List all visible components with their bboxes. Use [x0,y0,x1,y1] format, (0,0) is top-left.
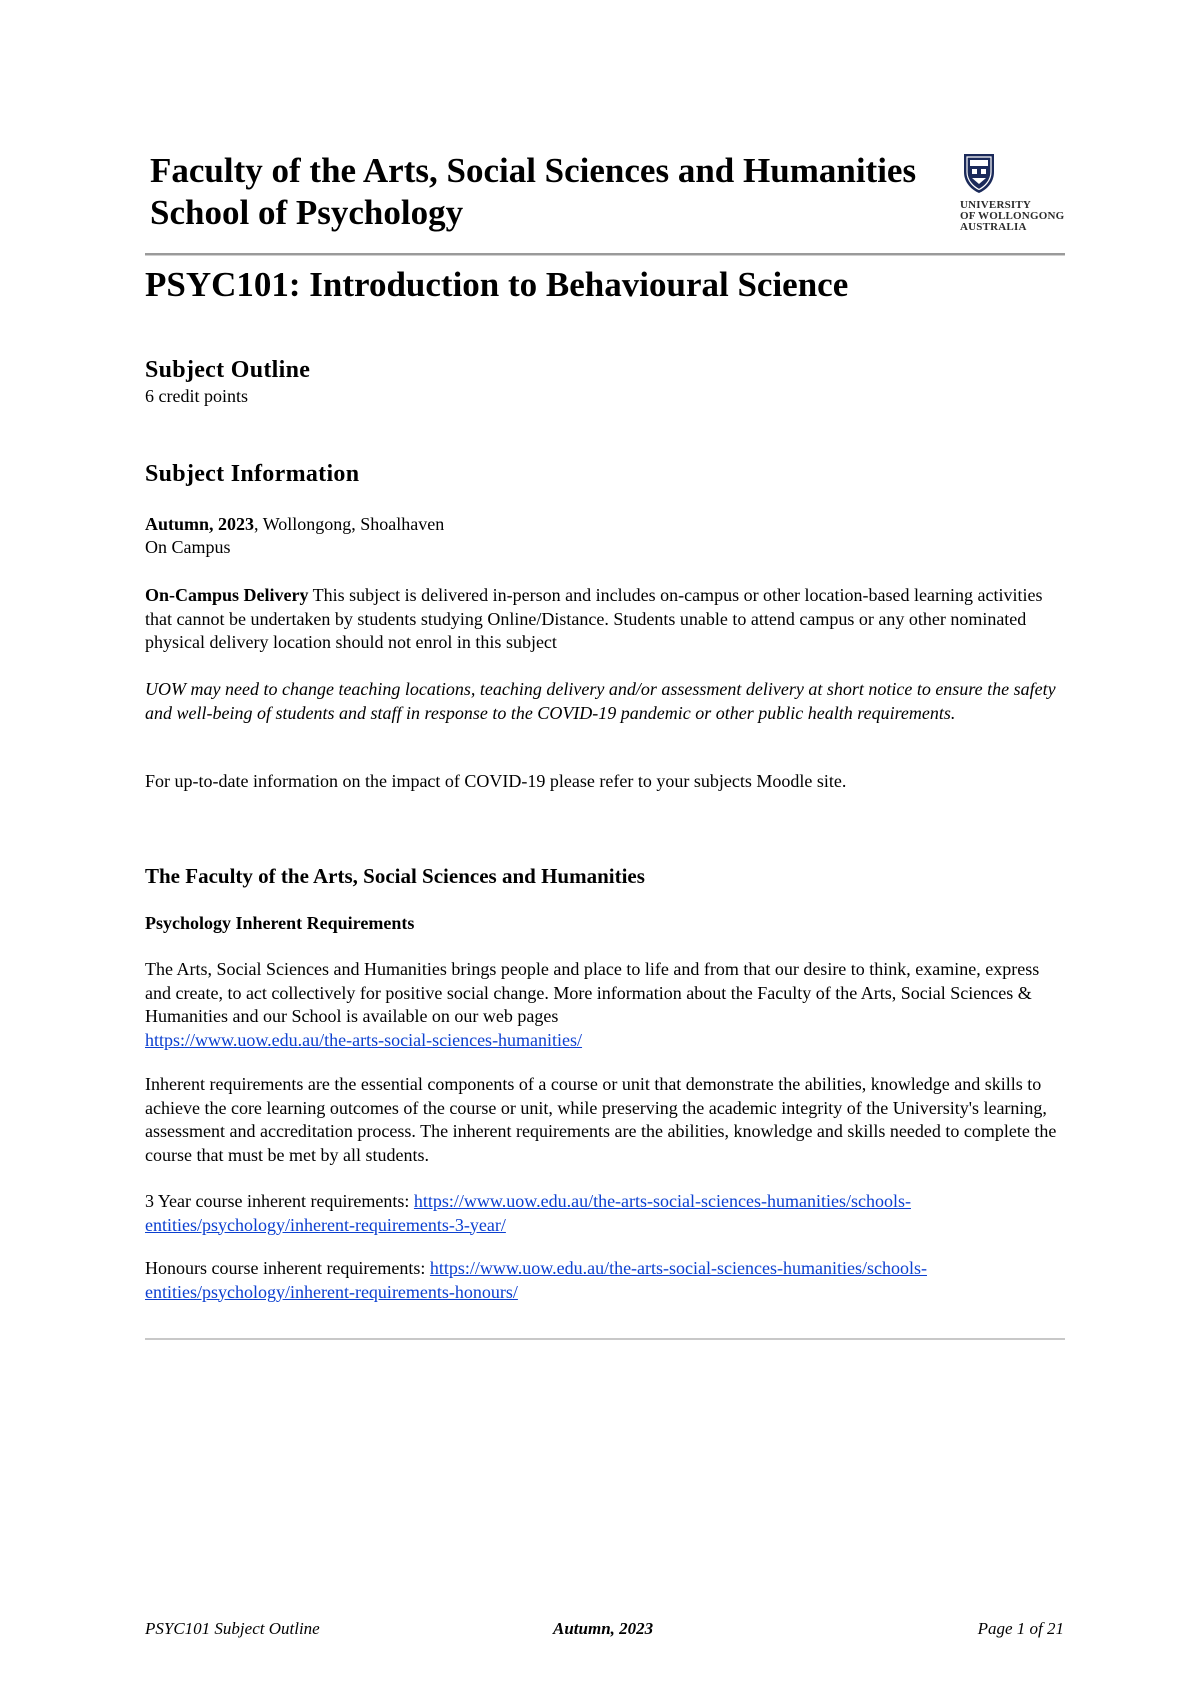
logo-text-line3: AUSTRALIA [960,221,1027,233]
credit-points: 6 credit points [145,386,248,406]
session-locations: , Wollongong, Shoalhaven [254,514,445,534]
footer-subject: PSYC101 Subject Outline [145,1619,320,1638]
faculty-description [145,958,1065,1052]
inherent-requirements-paragraph: Inherent requirements are the essential components of a course or unit that demonstrate the abilities, knowledge and skills to achieve the core learning outcomes of the course or unit, while preserving the academic integrity of the University's learning, assessment and accreditation process. The inherent requirements are the abilities, knowledge and skills needed to complete the course that must be met by all students. [145,1074,1057,1165]
delivery-paragraph [145,584,1065,655]
three-year-requirements [145,1190,1065,1237]
three-year-label: 3 Year course inherent requirements: [145,1191,414,1211]
three-year-link-part2: entities/psychology/inherent-requirements-3-year/ [145,1214,506,1235]
uow-crest-icon [960,150,998,194]
footer-page-number: Page 1 of 21 [977,1619,1064,1638]
school-title: School of Psychology [150,193,464,232]
honours-requirements [145,1257,1065,1304]
logo-text-line1: UNIVERSITY [960,199,1032,211]
subject-title: PSYC101: Introduction to Behavioural Science [145,265,849,304]
honours-label: Honours course inherent requirements: [145,1258,430,1278]
university-logo [960,150,1068,236]
covid-info: For up-to-date information on the impact of COVID-19 please refer to your subjects Moodle site. [145,771,847,791]
subject-outline-heading: Subject Outline [145,357,311,383]
faculty-web-link[interactable]: https://www.uow.edu.au/the-arts-social-sciences-humanities/ [145,1029,583,1050]
honours-link-part2: entities/psychology/inherent-requirements-honours/ [145,1281,518,1302]
inherent-requirements-heading: Psychology Inherent Requirements [145,913,415,933]
delivery-mode: On Campus [145,537,231,557]
faculty-title: Faculty of the Arts, Social Sciences and Humanities [150,151,917,190]
faculty-description-text: The Arts, Social Sciences and Humanities brings people and place to life and from that our desire to think, examine, express and create, to act collectively for positive social change. More information about the Faculty of the Arts, Social Sciences & Humanities and our School is available on our web pages [145,959,1040,1026]
header-divider [145,253,1065,256]
three-year-link-part1: https://www.uow.edu.au/the-arts-social-sciences-humanities/schools- [413,1191,911,1211]
session-name: Autumn, 2023 [145,514,255,534]
delivery-label: On-Campus Delivery [145,585,309,605]
faculty-section-heading: The Faculty of the Arts, Social Sciences and Humanities [145,864,645,888]
covid-notice: UOW may need to change teaching locations, teaching delivery and/or assessment delivery at short notice to ensure the safety and well-being of students and staff in response to the COVID-19 pandemic or other public health requirements. [145,679,1056,723]
logo-text-line2: OF WOLLONGONG [960,210,1065,222]
subject-information-heading: Subject Information [145,461,360,487]
session-line [145,513,1065,537]
section-divider [145,1338,1065,1340]
delivery-text: This subject is delivered in-person and includes on-campus or other location-based learning activities that cannot be undertaken by students studying Online/Distance. Students unable to attend campus or any other nominated physical delivery location should not enrol in this subject [145,585,1043,652]
honours-link-part1: https://www.uow.edu.au/the-arts-social-sciences-humanities/schools- [429,1258,927,1278]
footer-session: Autumn, 2023 [553,1619,654,1638]
